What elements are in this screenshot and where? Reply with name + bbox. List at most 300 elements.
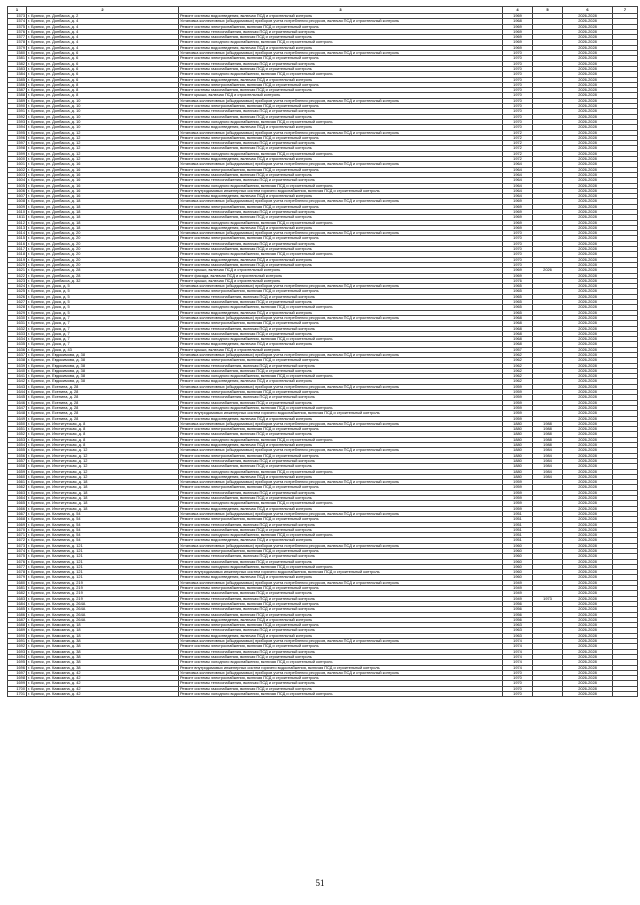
row-number-cell: 1603 <box>8 172 27 177</box>
row-number-cell: 1626 <box>8 294 27 299</box>
period-cell: 2026-2028 <box>563 209 613 214</box>
row-number-cell: 1582 <box>8 61 27 66</box>
period-cell: 2026-2028 <box>563 337 613 342</box>
period-cell: 2026-2028 <box>563 559 613 564</box>
year-built-cell: 1965 <box>503 300 533 305</box>
row-number-cell: 1595 <box>8 130 27 135</box>
period-cell: 2026-2028 <box>563 225 613 230</box>
row-number-cell: 1600 <box>8 157 27 162</box>
work-type-cell: Установка коллективных (общедомовых) приборов учета потребления ресурсов, включая ПСД и строительный контроль <box>179 315 503 320</box>
period-cell: 2026-2028 <box>563 601 613 606</box>
year-built-cell: 1970 <box>503 670 533 675</box>
period-cell: 2026-2028 <box>563 506 613 511</box>
work-type-cell: Ремонт системы теплоснабжения, включая ПСД и строительный контроль <box>179 649 503 654</box>
row-number-cell: 1635 <box>8 342 27 347</box>
period-cell: 2026-2028 <box>563 432 613 437</box>
row-number-cell: 1700 <box>8 686 27 691</box>
row-number-cell: 1699 <box>8 681 27 686</box>
period-cell: 2026-2028 <box>563 416 613 421</box>
row-number-cell: 1681 <box>8 586 27 591</box>
address-cell: г. Брянск, ул. Институтская, д. 18 <box>27 480 179 485</box>
year-built-cell: 1972 <box>503 146 533 151</box>
work-type-cell: Ремонт системы газоснабжения, включая ПСД и строительный контроль <box>179 247 503 252</box>
year-built-cell: 1880 <box>503 464 533 469</box>
work-type-cell: Ремонт системы холодного водоснабжения, включая ПСД и строительный контроль <box>179 220 503 225</box>
row-number-cell: 1656 <box>8 453 27 458</box>
row-number-cell: 1608 <box>8 199 27 204</box>
period-cell: 2026-2028 <box>563 448 613 453</box>
work-type-cell: Ремонт системы электроснабжения, включая ПСД и строительный контроль <box>179 289 503 294</box>
work-type-cell: Установка коллективных (общедомовых) приборов учета потребления ресурсов, включая ПСД и строительный контроль <box>179 51 503 56</box>
year-built-cell: 1960 <box>503 575 533 580</box>
address-cell: г. Брянск, ул. Донбасса, д. 6 <box>27 77 179 82</box>
column-header: 7 <box>613 7 638 14</box>
work-type-cell: Ремонт крыши, включая ПСД и строительный контроль <box>179 347 503 352</box>
work-type-cell: Ремонт системы теплоснабжения, включая ПСД и строительный контроль <box>179 141 503 146</box>
row-number-cell: 1640 <box>8 368 27 373</box>
work-type-cell: Ремонт системы газоснабжения, включая ПСД и строительный контроль <box>179 496 503 501</box>
period-cell: 2026-2028 <box>563 490 613 495</box>
work-type-cell: Ремонт системы теплоснабжения, включая ПСД и строительный контроль <box>179 522 503 527</box>
row-number-cell: 1596 <box>8 135 27 140</box>
work-type-cell: Ремонт системы газоснабжения, включая ПСД и строительный контроль <box>179 432 503 437</box>
row-number-cell: 1690 <box>8 633 27 638</box>
row-number-cell: 1638 <box>8 358 27 363</box>
period-cell: 2026-2028 <box>563 194 613 199</box>
row-number-cell: 1667 <box>8 511 27 516</box>
work-type-cell: Ремонт системы теплоснабжения, включая ПСД и строительный контроль <box>179 109 503 114</box>
table-body <box>8 14 638 697</box>
row-number-cell: 1693 <box>8 649 27 654</box>
period-cell: 2026-2028 <box>563 353 613 358</box>
row-number-cell: 1673 <box>8 543 27 548</box>
year-built-cell: 1880 <box>503 474 533 479</box>
address-cell: г. Брянск, ул. Донбасса, д. 20 <box>27 231 179 236</box>
work-type-cell: Установка коллективных (общедомовых) приборов учета потребления ресурсов, включая ПСД и строительный контроль <box>179 480 503 485</box>
period-cell: 2026-2028 <box>563 644 613 649</box>
table-row <box>8 692 638 697</box>
year-built-cell: 1949 <box>503 591 533 596</box>
work-type-cell: Ремонт системы холодного водоснабжения, включая ПСД и строительный контроль <box>179 533 503 538</box>
row-number-cell: 1627 <box>8 300 27 305</box>
work-type-cell: Ремонт системы водоотведения, включая ПСД и строительный контроль <box>179 342 503 347</box>
work-type-cell: Ремонт системы теплоснабжения, включая ПСД и строительный контроль <box>179 363 503 368</box>
work-type-cell: Ремонт системы электроснабжения, включая ПСД и строительный контроль <box>179 601 503 606</box>
period-cell: 2026-2028 <box>563 82 613 87</box>
row-number-cell: 1654 <box>8 443 27 448</box>
year-built-cell: 1964 <box>503 178 533 183</box>
work-type-cell: Ремонт системы холодного водоснабжения, включая ПСД и строительный контроль <box>179 119 503 124</box>
period-cell: 2026-2028 <box>563 77 613 82</box>
period-cell: 2026-2028 <box>563 278 613 283</box>
period-cell: 2026-2028 <box>563 162 613 167</box>
year-built-cell: 1968 <box>503 326 533 331</box>
address-cell: г. Брянск, ул. Донбасса, д. 16 <box>27 178 179 183</box>
row-number-cell: 1692 <box>8 644 27 649</box>
work-type-cell: Ремонт системы холодного водоснабжения, включая ПСД и строительный контроль <box>179 660 503 665</box>
row-number-cell: 1588 <box>8 93 27 98</box>
work-type-cell: Установка коллективных (общедомовых) приборов учета потребления ресурсов, включая ПСД и строительный контроль <box>179 130 503 135</box>
year-built-cell: 1951 <box>503 522 533 527</box>
address-cell: г. Брянск, ул. Институтская, д. 18 <box>27 496 179 501</box>
year-built-cell: 1968 <box>503 321 533 326</box>
row-number-cell: 1679 <box>8 575 27 580</box>
row-number-cell: 1625 <box>8 289 27 294</box>
address-cell: г. Брянск, ул. Институтская, д. 18 <box>27 490 179 495</box>
row-number-cell: 1685 <box>8 607 27 612</box>
work-type-cell: Ремонт системы электроснабжения, включая ПСД и строительный контроль <box>179 427 503 432</box>
row-number-cell: 1620 <box>8 262 27 267</box>
year-built-cell: 1959 <box>503 496 533 501</box>
year-built-cell: 1956 <box>503 617 533 622</box>
address-cell: г. Брянск, ул. Калинина, д. 219 <box>27 596 179 601</box>
row-number-cell: 1661 <box>8 480 27 485</box>
year-built-cell: 1964 <box>503 188 533 193</box>
address-cell: г. Брянск, ул. Институтская, д. 12 <box>27 464 179 469</box>
work-type-cell: Ремонт системы газоснабжения, включая ПСД и строительный контроль <box>179 215 503 220</box>
year-built-cell: 1970 <box>503 66 533 71</box>
work-type-cell: Ремонт системы электроснабжения, включая ПСД и строительный контроль <box>179 453 503 458</box>
address-cell: г. Брянск, ул. Дока, д. 7 <box>27 326 179 331</box>
row-number-cell: 1622 <box>8 273 27 278</box>
work-type-cell: Ремонт системы теплоснабжения, включая ПСД и строительный контроль <box>179 326 503 331</box>
address-cell: г. Брянск, ул. Дока, д. 7 <box>27 321 179 326</box>
address-cell: г. Брянск, ул. Камозина, д. 42 <box>27 681 179 686</box>
period-cell: 2026-2028 <box>563 469 613 474</box>
work-type-cell: Ремонт системы теплоснабжения, включая ПСД и строительный контроль <box>179 294 503 299</box>
address-cell: г. Брянск, ул. Донбасса, д. 8 <box>27 93 179 98</box>
work-type-cell: Ремонт системы теплоснабжения, включая ПСД и строительный контроль <box>179 628 503 633</box>
row-number-cell: 1641 <box>8 374 27 379</box>
row-number-cell: 1621 <box>8 268 27 273</box>
row-number-cell: 1687 <box>8 617 27 622</box>
year-renovated-cell <box>533 692 563 697</box>
address-cell: г. Брянск, ул. Камозина, д. 38 <box>27 665 179 670</box>
address-cell: г. Брянск, ул. Евдокимова, д. 38 <box>27 358 179 363</box>
address-cell: г. Брянск, ул. Камозина, д. 42 <box>27 686 179 691</box>
period-cell: 2026-2028 <box>563 178 613 183</box>
period-cell: 2026-2028 <box>563 607 613 612</box>
address-cell: г. Брянск, ул. Донбасса, д. 20 <box>27 257 179 262</box>
year-built-cell: 1974 <box>503 654 533 659</box>
address-cell: г. Брянск, ул. Дока, д. 7 <box>27 342 179 347</box>
year-built-cell: 1880 <box>503 437 533 442</box>
year-built-cell: 1959 <box>503 490 533 495</box>
address-cell: г. Брянск, ул. Институтская, д. 12 <box>27 448 179 453</box>
work-type-cell: Ремонт системы водоотведения, включая ПСД и строительный контроль <box>179 379 503 384</box>
year-built-cell: 1880 <box>503 443 533 448</box>
address-cell: г. Брянск, ул. Калинина, д. 264А <box>27 617 179 622</box>
row-number-cell: 1585 <box>8 77 27 82</box>
address-cell: г. Брянск, ул. Есенина, д. 28 <box>27 416 179 421</box>
address-cell: г. Брянск, ул. Донбасса, д. 4 <box>27 40 179 45</box>
period-cell: 2026-2028 <box>563 501 613 506</box>
period-cell: 2026-2028 <box>563 649 613 654</box>
period-cell: 2026-2028 <box>563 321 613 326</box>
address-cell: г. Брянск, ул. Есенина, д. 28 <box>27 390 179 395</box>
row-number-cell: 1618 <box>8 252 27 257</box>
address-cell: г. Брянск, ул. Донбасса, д. 6 <box>27 51 179 56</box>
row-number-cell: 1678 <box>8 570 27 575</box>
period-cell: 2026-2028 <box>563 670 613 675</box>
address-cell: г. Брянск, ул. Евдокимова, д. 38 <box>27 379 179 384</box>
period-cell: 2026-2028 <box>563 241 613 246</box>
period-cell: 2026-2028 <box>563 51 613 56</box>
period-cell: 2026-2028 <box>563 220 613 225</box>
work-type-cell: Ремонт крыши, включая ПСД и строительный контроль <box>179 278 503 283</box>
work-type-cell: Ремонт системы теплоснабжения, включая ПСД и строительный контроль <box>179 681 503 686</box>
row-number-cell: 1586 <box>8 82 27 87</box>
address-cell: г. Брянск, ул. Дока, д. 7 <box>27 331 179 336</box>
address-cell: г. Брянск, ул. Донбасса, д. 16 <box>27 194 179 199</box>
year-built-cell: 1969 <box>503 225 533 230</box>
row-number-cell: 1664 <box>8 496 27 501</box>
year-built-cell: 1974 <box>503 660 533 665</box>
row-number-cell: 1682 <box>8 591 27 596</box>
row-number-cell: 1623 <box>8 278 27 283</box>
capital-repair-table <box>7 6 638 697</box>
year-built-cell: 1959 <box>503 480 533 485</box>
address-cell: г. Брянск, ул. Евдокимова, д. 38 <box>27 374 179 379</box>
year-built-cell: 1970 <box>503 681 533 686</box>
period-cell: 2026-2028 <box>563 458 613 463</box>
period-cell: 2026-2028 <box>563 19 613 24</box>
period-cell: 2026-2028 <box>563 93 613 98</box>
period-cell: 2026-2028 <box>563 66 613 71</box>
period-cell: 2026-2028 <box>563 172 613 177</box>
row-number-cell: 1696 <box>8 665 27 670</box>
table-header-row <box>8 7 638 14</box>
work-type-cell: Установка коллективных (общедомовых) приборов учета потребления ресурсов, включая ПСД и строительный контроль <box>179 670 503 675</box>
address-cell: г. Брянск, ул. Институтская, д. 12 <box>27 474 179 479</box>
work-type-cell: Ремонт системы электроснабжения, включая ПСД и строительный контроль <box>179 204 503 209</box>
row-number-cell: 1578 <box>8 40 27 45</box>
year-renovated-cell: 1988 <box>533 421 563 426</box>
row-number-cell: 1691 <box>8 639 27 644</box>
address-cell: г. Брянск, ул. Институтская, д. 8 <box>27 427 179 432</box>
period-cell: 2026-2028 <box>563 437 613 442</box>
row-number-cell: 1593 <box>8 119 27 124</box>
address-cell: г. Брянск, ул. Калинина, д. 54 <box>27 511 179 516</box>
year-built-cell: 1969 <box>503 204 533 209</box>
address-cell: г. Брянск, ул. Калинина, д. 121 <box>27 570 179 575</box>
address-cell: г. Брянск, ул. Донбасса, д. 10 <box>27 114 179 119</box>
row-number-cell: 1668 <box>8 517 27 522</box>
address-cell: г. Брянск, ул. Камозина, д. 42 <box>27 692 179 697</box>
period-cell: 2026-2028 <box>563 421 613 426</box>
address-cell: г. Брянск, ул. Донбасса, д. 18 <box>27 215 179 220</box>
row-number-cell: 1576 <box>8 29 27 34</box>
work-type-cell: Ремонт системы электроснабжения, включая ПСД и строительный контроль <box>179 24 503 29</box>
period-cell: 2026-2028 <box>563 400 613 405</box>
period-cell: 2026-2028 <box>563 586 613 591</box>
work-type-cell: Ремонт фасада, включая ПСД и строительный контроль <box>179 273 503 278</box>
period-cell: 2026-2028 <box>563 257 613 262</box>
row-number-cell: 1629 <box>8 310 27 315</box>
address-cell: г. Брянск, ул. Институтская, д. 18 <box>27 506 179 511</box>
address-cell: г. Брянск, ул. Донбасса, д. 12 <box>27 135 179 140</box>
year-renovated-cell: 1984 <box>533 448 563 453</box>
address-cell: г. Брянск, ул. Донбасса, д. 28 <box>27 268 179 273</box>
address-cell: г. Брянск, ул. Донбасса, д. 16 <box>27 167 179 172</box>
period-cell: 2026-2028 <box>563 633 613 638</box>
year-built-cell: 1968 <box>503 337 533 342</box>
work-type-cell: Установка коллективных (общедомовых) приборов учета потребления ресурсов, включая ПСД и строительный контроль <box>179 231 503 236</box>
year-built-cell: 1972 <box>503 151 533 156</box>
work-type-cell: Установка коллективных (общедомовых) приборов учета потребления ресурсов, включая ПСД и строительный контроль <box>179 543 503 548</box>
row-number-cell: 1633 <box>8 331 27 336</box>
year-built-cell: 1951 <box>503 538 533 543</box>
period-cell: 2026-2028 <box>563 676 613 681</box>
year-built-cell: 1970 <box>503 692 533 697</box>
year-built-cell: 1965 <box>503 305 533 310</box>
address-cell: г. Брянск, ул. Институтская, д. 8 <box>27 432 179 437</box>
row-number-cell: 1694 <box>8 654 27 659</box>
address-cell: г. Брянск, ул. Донбасса, д. 4 <box>27 19 179 24</box>
period-cell: 2026-2028 <box>563 427 613 432</box>
year-built-cell: 1974 <box>503 649 533 654</box>
row-number-cell: 1605 <box>8 183 27 188</box>
row-number-cell: 1659 <box>8 469 27 474</box>
year-built-cell: 1959 <box>503 485 533 490</box>
address-cell: г. Брянск, ул. Камозина, д. 18 <box>27 628 179 633</box>
period-cell: 2026-2028 <box>563 554 613 559</box>
period-cell: 2026-2028 <box>563 188 613 193</box>
address-cell: г. Брянск, ул. Калинина, д. 264А <box>27 612 179 617</box>
work-type-cell: Ремонт системы электроснабжения, включая ПСД и строительный контроль <box>179 104 503 109</box>
address-cell: г. Брянск, ул. Камозина, д. 18 <box>27 623 179 628</box>
year-built-cell: 1970 <box>503 241 533 246</box>
row-number-cell: 1589 <box>8 98 27 103</box>
year-built-cell: 1965 <box>503 310 533 315</box>
work-type-cell: Ремонт системы газоснабжения, включая ПСД и строительный контроль <box>179 300 503 305</box>
work-type-cell: Ремонт системы водоотведения, включая ПСД и строительный контроль <box>179 77 503 82</box>
year-built-cell: 1951 <box>503 527 533 532</box>
period-cell: 2026-2028 <box>563 368 613 373</box>
address-cell: г. Брянск, ул. Донбасса, д. 4 <box>27 35 179 40</box>
period-cell: 2026-2028 <box>563 45 613 50</box>
year-built-cell: 1970 <box>503 257 533 262</box>
work-type-cell: Ремонт системы водоотведения, включая ПСД и строительный контроль <box>179 617 503 622</box>
period-cell: 2026-2028 <box>563 480 613 485</box>
row-number-cell: 1594 <box>8 125 27 130</box>
row-number-cell: 1617 <box>8 247 27 252</box>
period-cell: 2026-2028 <box>563 464 613 469</box>
work-type-cell: Ремонт системы газоснабжения, включая ПСД и строительный контроль <box>179 368 503 373</box>
period-cell: 2026-2028 <box>563 151 613 156</box>
work-type-cell: Ремонт системы холодного водоснабжения, включая ПСД и строительный контроль <box>179 305 503 310</box>
work-type-cell: Ремонт системы холодного водоснабжения, включая ПСД и строительный контроль <box>179 183 503 188</box>
row-number-cell: 1686 <box>8 612 27 617</box>
address-cell: г. Брянск, ул. Дока, д. 5 <box>27 289 179 294</box>
year-built-cell: 1974 <box>503 644 533 649</box>
address-cell: г. Брянск, ул. Камозина, д. 38 <box>27 644 179 649</box>
year-renovated-cell: 1988 <box>533 432 563 437</box>
address-cell: г. Брянск, ул. Донбасса, д. 18 <box>27 220 179 225</box>
period-cell: 2026-2028 <box>563 61 613 66</box>
period-cell: 2026-2028 <box>563 538 613 543</box>
row-number-cell: 1650 <box>8 421 27 426</box>
work-type-cell: Установка коллективных (общедомовых) приборов учета потребления ресурсов, включая ПСД и строительный контроль <box>179 384 503 389</box>
row-number-cell: 1609 <box>8 204 27 209</box>
year-renovated-cell: 1984 <box>533 458 563 463</box>
address-cell: г. Брянск, ул. Камозина, д. 42 <box>27 676 179 681</box>
period-cell: 2026-2028 <box>563 35 613 40</box>
row-number-cell: 1652 <box>8 432 27 437</box>
address-cell: г. Брянск, ул. Донбасса, д. 4 <box>27 24 179 29</box>
work-type-cell: Ремонт системы холодного водоснабжения, включая ПСД и строительный контроль <box>179 151 503 156</box>
year-built-cell: 1965 <box>503 289 533 294</box>
row-number-cell: 1646 <box>8 400 27 405</box>
period-cell: 2026-2028 <box>563 564 613 569</box>
row-number-cell: 1639 <box>8 363 27 368</box>
period-cell: 2026-2028 <box>563 580 613 585</box>
column-header: 6 <box>563 7 613 14</box>
address-cell: г. Брянск, ул. Калинина, д. 121 <box>27 559 179 564</box>
year-built-cell: 1969 <box>503 40 533 45</box>
work-type-cell: Ремонт системы водоотведения, включая ПСД и строительный контроль <box>179 257 503 262</box>
work-type-cell: Ремонт системы холодного водоснабжения, включая ПСД и строительный контроль <box>179 469 503 474</box>
year-built-cell: 1969 <box>503 220 533 225</box>
year-built-cell: 1970 <box>503 61 533 66</box>
period-cell: 2026-2028 <box>563 379 613 384</box>
work-type-cell: Ремонт системы газоснабжения, включая ПСД и строительный контроль <box>179 400 503 405</box>
year-built-cell: 1951 <box>503 533 533 538</box>
year-built-cell: 1969 <box>503 14 533 19</box>
work-type-cell: Ремонт крыши, включая ПСД и строительный контроль <box>179 268 503 273</box>
address-cell: г. Брянск, ул. Калинина, д. 54 <box>27 522 179 527</box>
period-cell: 2026-2028 <box>563 40 613 45</box>
row-number-cell: 1670 <box>8 527 27 532</box>
period-cell: 2026-2028 <box>563 395 613 400</box>
year-built-cell: 1970 <box>503 676 533 681</box>
work-type-cell: Ремонт системы теплоснабжения, включая ПСД и строительный контроль <box>179 458 503 463</box>
address-cell: г. Брянск, ул. Дока, д. 7 <box>27 337 179 342</box>
year-built-cell: 1960 <box>503 554 533 559</box>
row-number-cell: 1573 <box>8 14 27 19</box>
year-renovated-cell: 2026 <box>533 268 563 273</box>
row-number-cell: 1651 <box>8 427 27 432</box>
work-type-cell: Ремонт системы водоотведения, включая ПСД и строительный контроль <box>179 416 503 421</box>
row-number-cell: 1616 <box>8 241 27 246</box>
work-type-cell: Ремонт системы холодного водоснабжения, включая ПСД и строительный контроль <box>179 72 503 77</box>
address-cell: г. Брянск, ул. Калинина, д. 54 <box>27 527 179 532</box>
row-number-cell: 1580 <box>8 51 27 56</box>
row-number-cell: 1590 <box>8 104 27 109</box>
row-number-cell: 1597 <box>8 141 27 146</box>
year-built-cell: 1969 <box>503 209 533 214</box>
period-cell: 2026-2028 <box>563 374 613 379</box>
address-cell: г. Брянск, ул. Калинина, д. 264А <box>27 607 179 612</box>
year-built-cell: 1949 <box>503 580 533 585</box>
address-cell: г. Брянск, ул. Донбасса, д. 18 <box>27 204 179 209</box>
work-type-cell: Ремонт системы электроснабжения, включая ПСД и строительный контроль <box>179 586 503 591</box>
year-built-cell: 1959 <box>503 411 533 416</box>
row-number-cell: 1610 <box>8 209 27 214</box>
work-type-cell: Ремонт системы электроснабжения, включая ПСД и строительный контроль <box>179 321 503 326</box>
address-cell: г. Брянск, ул. Калинина, д. 121 <box>27 543 179 548</box>
period-cell: 2026-2028 <box>563 262 613 267</box>
year-built-cell: 1964 <box>503 183 533 188</box>
address-cell: г. Брянск, ул. Есенина, д. 28 <box>27 400 179 405</box>
period-cell: 2026-2028 <box>563 199 613 204</box>
address-cell: г. Брянск, ул. Донбасса, д. 10 <box>27 104 179 109</box>
row-number-cell: 1688 <box>8 623 27 628</box>
work-type-cell: Ремонт системы электроснабжения, включая ПСД и строительный контроль <box>179 623 503 628</box>
year-built-cell: 1969 <box>503 35 533 40</box>
year-built-cell: 1965 <box>503 284 533 289</box>
work-type-cell: Ремонт системы электроснабжения, включая ПСД и строительный контроль <box>179 485 503 490</box>
